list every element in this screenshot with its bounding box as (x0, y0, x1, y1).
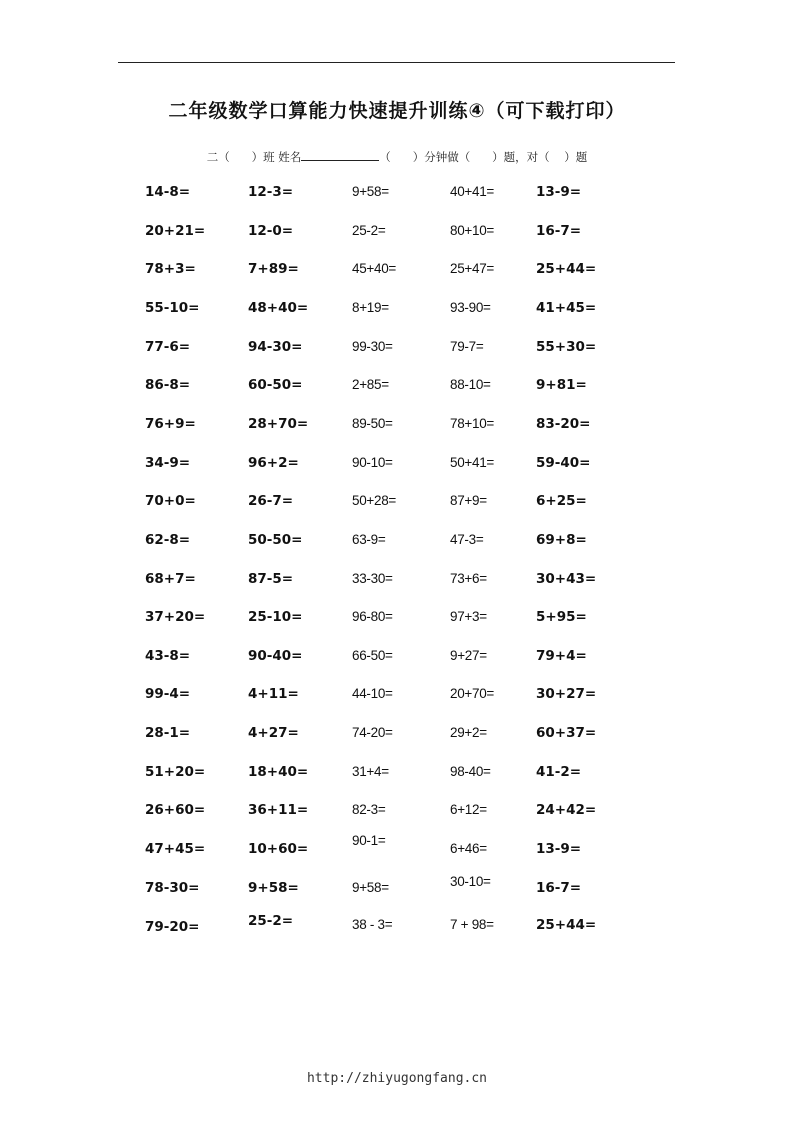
problem-item: 60+37= (536, 725, 597, 741)
problem-item: 89-50= (352, 416, 393, 431)
problem-item: 12-0= (248, 223, 294, 239)
problem-item: 90-10= (352, 455, 393, 470)
problem-item: 6+46= (450, 841, 487, 856)
problem-item: 99-4= (145, 686, 191, 702)
problem-item: 36+11= (248, 802, 309, 818)
problem-item: 68+7= (145, 571, 196, 587)
info-class-name: 二（ ）班 姓名 (206, 150, 302, 164)
problem-item: 28+70= (248, 416, 309, 432)
problem-item: 79-20= (145, 919, 200, 935)
problem-item: 9+58= (248, 880, 299, 896)
problem-item: 94-30= (248, 339, 303, 355)
problem-item: 7+89= (248, 261, 299, 277)
problem-item: 96+2= (248, 455, 299, 471)
problem-item: 50-50= (248, 532, 303, 548)
problem-item: 69+8= (536, 532, 587, 548)
problem-item: 62-8= (145, 532, 191, 548)
problem-item: 45+40= (352, 261, 396, 276)
problem-item: 47+45= (145, 841, 206, 857)
problem-item: 31+4= (352, 764, 389, 779)
problem-item: 6+12= (450, 802, 487, 817)
problem-item: 97+3= (450, 609, 487, 624)
problem-item: 41+45= (536, 300, 597, 316)
problem-item: 77-6= (145, 339, 191, 355)
problem-item: 99-30= (352, 339, 393, 354)
problem-item: 25-2= (352, 223, 386, 238)
problem-item: 6+25= (536, 493, 587, 509)
problem-item: 80+10= (450, 223, 494, 238)
problem-item: 51+20= (145, 764, 206, 780)
problem-item: 25-2= (248, 913, 294, 929)
problem-item: 12-3= (248, 184, 294, 200)
problem-item: 8+19= (352, 300, 389, 315)
problem-item: 30+43= (536, 571, 597, 587)
problem-item: 30+27= (536, 686, 597, 702)
problem-item: 26-7= (248, 493, 294, 509)
problem-item: 76+9= (145, 416, 196, 432)
problem-item: 9+58= (352, 880, 389, 895)
problem-item: 59-40= (536, 455, 591, 471)
problem-item: 78+3= (145, 261, 196, 277)
problem-item: 79-7= (450, 339, 484, 354)
problem-item: 26+60= (145, 802, 206, 818)
problem-item: 87-5= (248, 571, 294, 587)
problem-item: 9+58= (352, 184, 389, 199)
problem-item: 41-2= (536, 764, 582, 780)
problem-item: 48+40= (248, 300, 309, 316)
info-time-score: （ ）分钟做（ ）题，对（ ）题 (379, 150, 588, 164)
problem-item: 9+27= (450, 648, 487, 663)
problem-item: 86-8= (145, 377, 191, 393)
problem-item: 25+47= (450, 261, 494, 276)
problem-item: 25+44= (536, 917, 597, 933)
problem-item: 29+2= (450, 725, 487, 740)
problem-item: 10+60= (248, 841, 309, 857)
problem-item: 37+20= (145, 609, 206, 625)
problem-item: 74-20= (352, 725, 393, 740)
problem-item: 28-1= (145, 725, 191, 741)
problem-item: 88-10= (450, 377, 491, 392)
problem-item: 50+28= (352, 493, 396, 508)
problem-item: 18+40= (248, 764, 309, 780)
problem-item: 13-9= (536, 841, 582, 857)
problem-item: 20+70= (450, 686, 494, 701)
problem-item: 25-10= (248, 609, 303, 625)
page-title: 二年级数学口算能力快速提升训练④（可下载打印） (168, 100, 626, 122)
problem-item: 43-8= (145, 648, 191, 664)
problem-item: 20+21= (145, 223, 206, 239)
problem-item: 90-40= (248, 648, 303, 664)
footer-url: http://zhiyugongfang.cn (306, 1071, 487, 1086)
problem-item: 14-8= (145, 184, 191, 200)
problem-item: 96-80= (352, 609, 393, 624)
problem-item: 44-10= (352, 686, 393, 701)
problem-item: 16-7= (536, 880, 582, 896)
problem-item: 4+27= (248, 725, 299, 741)
problem-item: 47-3= (450, 532, 484, 547)
problem-item: 4+11= (248, 686, 299, 702)
problem-item: 24+42= (536, 802, 597, 818)
top-rule (118, 62, 675, 63)
problem-item: 79+4= (536, 648, 587, 664)
problem-item: 2+85= (352, 377, 389, 392)
problem-item: 30-10= (450, 874, 491, 889)
problem-item: 78-30= (145, 880, 200, 896)
student-info-line (0, 149, 794, 165)
problem-item: 55-10= (145, 300, 200, 316)
name-blank[interactable] (301, 149, 379, 161)
problem-item: 16-7= (536, 223, 582, 239)
problem-item: 60-50= (248, 377, 303, 393)
problem-item: 25+44= (536, 261, 597, 277)
problem-item: 50+41= (450, 455, 494, 470)
problem-item: 40+41= (450, 184, 494, 199)
problem-item: 33-30= (352, 571, 393, 586)
problem-item: 70+0= (145, 493, 196, 509)
problem-item: 13-9= (536, 184, 582, 200)
problem-item: 90-1= (352, 833, 386, 848)
problem-item: 73+6= (450, 571, 487, 586)
problem-item: 55+30= (536, 339, 597, 355)
problem-item: 93-90= (450, 300, 491, 315)
problem-item: 7 + 98= (450, 917, 494, 932)
problem-item: 34-9= (145, 455, 191, 471)
problem-item: 78+10= (450, 416, 494, 431)
problem-item: 66-50= (352, 648, 393, 663)
problem-item: 98-40= (450, 764, 491, 779)
problem-item: 9+81= (536, 377, 587, 393)
problem-item: 87+9= (450, 493, 487, 508)
problem-item: 82-3= (352, 802, 386, 817)
problem-item: 63-9= (352, 532, 386, 547)
problem-item: 5+95= (536, 609, 587, 625)
problem-item: 83-20= (536, 416, 591, 432)
problem-item: 38 - 3= (352, 917, 393, 932)
